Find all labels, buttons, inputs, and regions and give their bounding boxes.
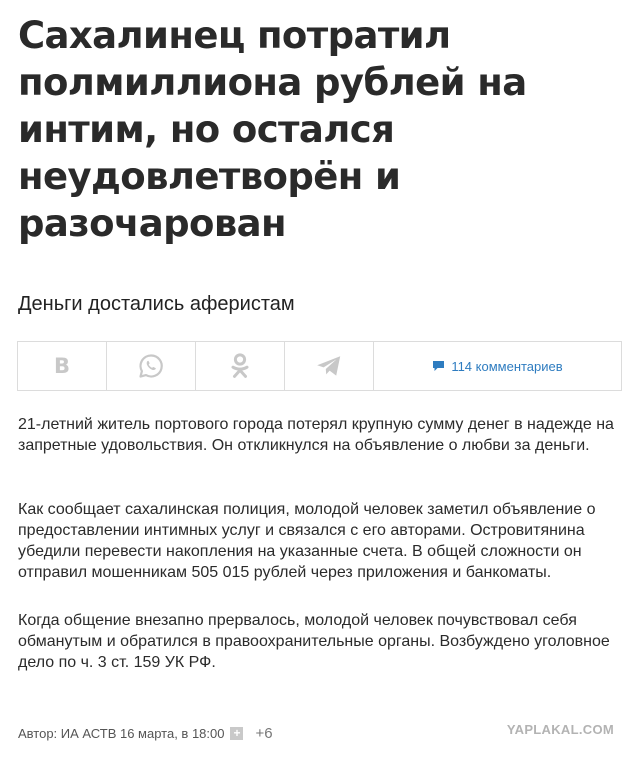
comment-bubble-icon [432, 360, 445, 372]
telegram-icon [316, 355, 342, 377]
article-footer [18, 725, 273, 742]
article-paragraph: Как сообщает сахалинская полиция, молодой человек заметил объявление о предоставлении интимных услуг и связался с его авторами. Островитянина убедили перевести накопления на указанные счета. В общей сложности он отправил мошенникам 505 015 рублей через приложения и банкоматы. [18, 501, 596, 581]
site-watermark: YAPLAKAL.COM [506, 722, 614, 737]
share-telegram-button[interactable] [285, 342, 374, 390]
odnoklassniki-icon [229, 352, 251, 380]
article-paragraph: 21-летний житель портового города потерял крупную сумму денег в надежде на запретные удовольствия. Он откликнулся на объявление о любви за деньги. [18, 416, 614, 454]
article-subtitle: Деньги достались аферистам [18, 293, 295, 315]
author-info: Автор: ИА АСТВ 16 марта, в 18:00 [18, 726, 225, 741]
share-whatsapp-button[interactable] [107, 342, 196, 390]
article-paragraph: Когда общение внезапно прервалось, молодой человек почувствовал себя обманутым и обратился в правоохранительные органы. Возбуждено уголовное дело по ч. 3 ст. 159 УК РФ. [18, 612, 610, 671]
share-odnoklassniki-button[interactable] [196, 342, 285, 390]
whatsapp-icon [138, 353, 164, 379]
rating-value: +6 [255, 725, 273, 742]
comments-count-label: 114 комментариев [451, 358, 563, 374]
vk-icon: В [53, 354, 70, 378]
plus-button[interactable]: + [230, 727, 243, 740]
comments-link[interactable] [374, 342, 621, 390]
share-vk-button[interactable] [18, 342, 107, 390]
article-title: Сахалинец потратил полмиллиона рублей на интим, но остался неудовлетворён и разочарован [18, 14, 527, 245]
share-bar [17, 341, 622, 391]
